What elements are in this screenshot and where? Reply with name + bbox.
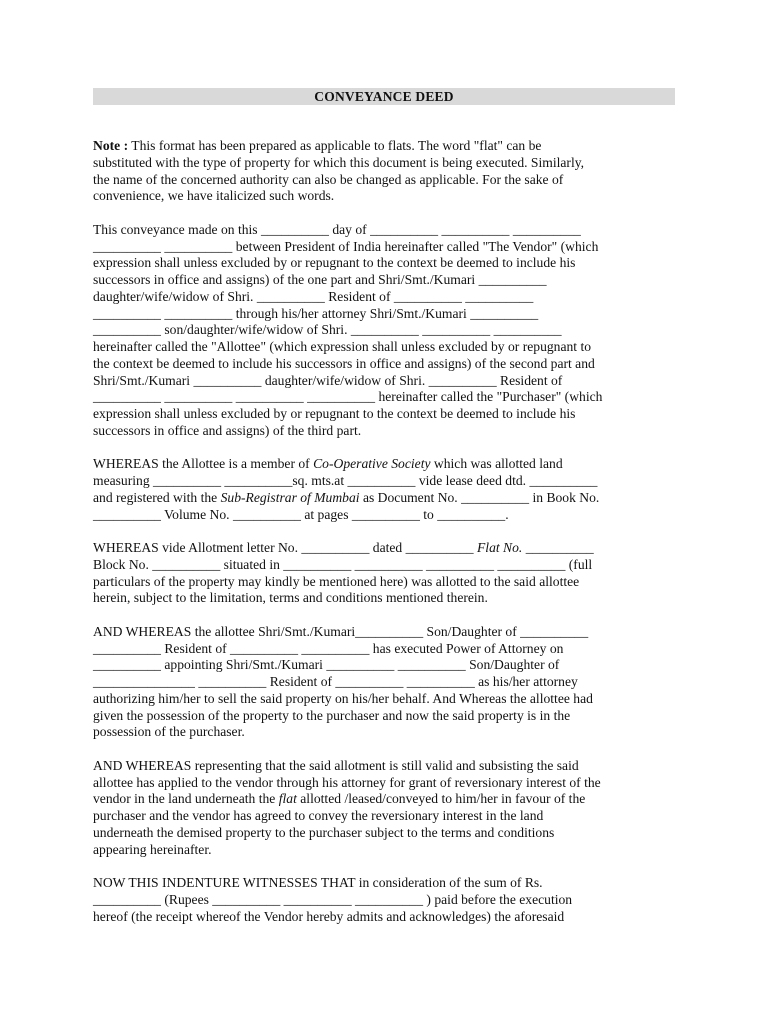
para3-text-c: __________ Block No. __________ situated in __________ __________ __________ __________ (full particulars of the property may kindly be mentioned here) was allotted to the said allottee herein, subject to the limitation, terms and conditions mentioned therein. bbox=[93, 540, 594, 606]
para5-text-a: AND WHEREAS representing that the said allotment is still valid and subsisting the said allottee has applied to the vendor through his attorney for grant of reversionary interest of the vendor in the land underneath the bbox=[93, 757, 601, 807]
flat-no-term: Flat No. bbox=[476, 540, 523, 555]
para3-text-a: WHEREAS vide Allotment letter No. __________ dated __________ bbox=[93, 540, 477, 555]
and-whereas-representing-paragraph bbox=[93, 758, 683, 859]
para2-text-c: which was allotted land measuring __________ __________sq. mts.at __________ vide lease deed dtd. __________ and registered with the bbox=[93, 456, 598, 505]
note-text: This format has been prepared as applicable to flats. The word "flat" can be substituted with the type of property for which this document is being executed. Similarly, the name of the concerned authority can also be changed as applicable. For the sake of convenience, we have italicized such words. bbox=[93, 138, 585, 204]
document-title: CONVEYANCE DEED bbox=[93, 88, 675, 105]
flat-term: flat bbox=[278, 791, 297, 807]
para5-text-c: allotted /leased/conveyed to him/her in favour of the purchaser and the vendor has agreed to convey the reversionary interest in the land underneath the demised property to the purchaser subject to the terms and conditions appearing hereinafter. bbox=[93, 791, 586, 857]
note-paragraph bbox=[93, 138, 683, 205]
indenture-witnesses-paragraph: NOW THIS INDENTURE WITNESSES THAT in consideration of the sum of Rs. __________ (Rupees __________ __________ __________ ) paid before the execution hereof (the receipt whereof the Vendor hereby admits and acknowledges) the aforesaid bbox=[93, 875, 573, 924]
whereas-allotment-paragraph bbox=[93, 540, 683, 607]
conveyance-parties-paragraph: This conveyance made on this __________ day of __________ __________ __________ __________ __________ between President of India hereinafter called "The Vendor" (which expression shall unless excluded by or repugnant to the context be deemed to include his successors in office and assigns) of the one part and Shri/Smt./Kumari __________ daughter/wife/widow of Shri. __________ Resident of __________ __________ __________ __________ through his/her attorney Shri/Smt./Kumari __________ __________ son/daughter/wife/widow of Shri. __________ __________ __________ hereinafter called the "Allottee" (which expression shall unless excluded by or repugnant to the context be deemed to include his successors in office and assigns) of the second part and Shri/Smt./Kumari __________ daughter/wife/widow of Shri. __________ Resident of __________ __________ __________ __________ hereinafter called the "Purchaser" (which expression shall unless excluded by or repugnant to the context be deemed to include his successors in office and assigns) of the third part. bbox=[93, 221, 603, 438]
para2-text-e: as Document No. __________ in Book No. __________ Volume No. __________ at pages __________ to __________. bbox=[93, 489, 600, 522]
and-whereas-attorney-paragraph: AND WHEREAS the allottee Shri/Smt./Kumari__________ Son/Daughter of __________ __________ Resident of __________ __________ has executed Power of Attorney on __________ appointing Shri/Smt./Kumari __________ __________ Son/Daughter of _______________ __________ Resident of __________ __________ as his/her attorney authorizing him/her to sell the said property on his/her behalf. And Whereas the allottee had given the possession of the property to the purchaser and now the said property is in the possession of the purchaser. bbox=[93, 623, 593, 740]
society-term: Co-Operative Society bbox=[313, 456, 431, 472]
document-body bbox=[93, 138, 683, 942]
whereas-allottee-paragraph bbox=[93, 456, 683, 523]
para2-text-a: WHEREAS the Allottee is a member of bbox=[93, 456, 314, 472]
sub-registrar-term: Sub-Registrar of Mumbai bbox=[220, 489, 360, 505]
note-label: Note : bbox=[93, 138, 129, 153]
